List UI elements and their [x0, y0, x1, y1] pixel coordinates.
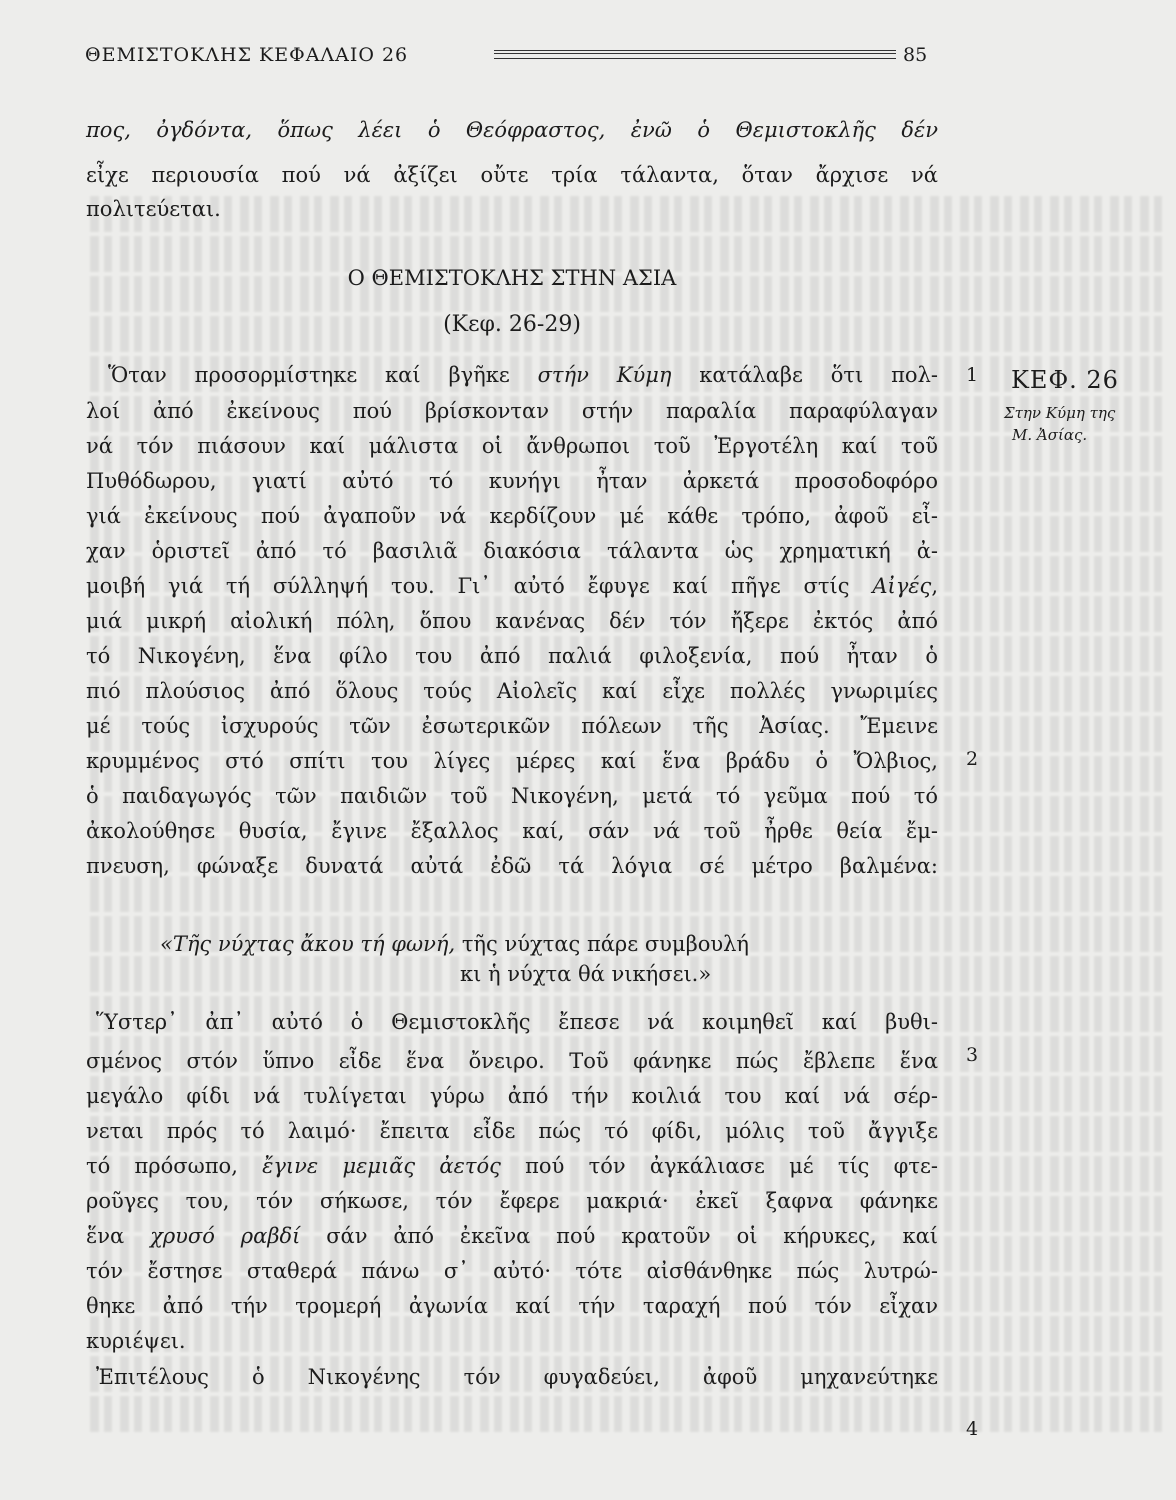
margin-number: 1	[966, 364, 979, 386]
text-line: πνευση, φώναξε δυνατά αὐτά ἐδῶ τά λόγια σέ μέτρο βαλμένα:	[86, 854, 938, 878]
text-line: εἶχε περιουσία πού νά ἀξίζει οὔτε τρία τάλαντα, ὅταν ἄρχισε νά	[86, 163, 938, 187]
text-line: Ὕστερ᾿ ἀπ᾿ αὐτό ὁ Θεμιστοκλῆς ἔπεσε νά κοιμηθεῖ καί βυθι-	[96, 1010, 938, 1034]
text-line: λοί ἀπό ἐκείνους πού βρίσκονταν στήν παραλία παραφύλαγαν	[86, 399, 938, 423]
section-subheading: (Κεφ. 26-29)	[443, 312, 581, 337]
text-line: πολιτεύεται.	[86, 197, 221, 221]
text-line: μιά μικρή αἰολική πόλη, ὅπου κανένας δέν τόν ἤξερε ἐκτός ἀπό	[86, 609, 938, 633]
text-line: τό Νικογένη, ἕνα φίλο του ἀπό παλιά φιλοξενία, πού ἦταν ὁ	[86, 644, 938, 668]
text-line: σμένος στόν ὕπνο εἶδε ἕνα ὄνειρο. Τοῦ φάνηκε πώς ἔβλεπε ἕνα	[86, 1049, 938, 1073]
header-rule	[494, 50, 896, 59]
text-line: τό πρόσωπο, ἔγινε μεμιᾶς ἀετός πού τόν ἀγκάλιασε μέ τίς φτε-	[86, 1154, 938, 1178]
text-line: θηκε ἀπό τήν τρομερή ἀγωνία καί τήν ταραχή πού τόν εἶχαν	[86, 1294, 938, 1318]
text-line: ἀκολούθησε θυσία, ἔγινε ἔξαλλος καί, σάν νά τοῦ ἦρθε θεία ἔμ-	[86, 819, 938, 843]
text-line: ὁ παιδαγωγός τῶν παιδιῶν τοῦ Νικογένη, μετά τό γεῦμα πού τό	[86, 784, 938, 808]
chapter-title: ΚΕΦ. 26	[1011, 366, 1119, 394]
text-line: γιά ἐκείνους πού ἀγαποῦν νά κερδίζουν μέ κάθε τρόπο, ἀφοῦ εἶ-	[86, 504, 938, 528]
text-line: μοιβή γιά τή σύλληψή του. Γι᾿ αὐτό ἔφυγε καί πῆγε στίς Αἰγές,	[86, 574, 938, 598]
text-line: τόν ἔστησε σταθερά πάνω σ᾿ αὐτό· τότε αἰσθάνθηκε πώς λυτρώ-	[86, 1259, 938, 1283]
margin-number: 3	[966, 1044, 979, 1066]
chapter-note: Μ. Ἀσίας.	[1012, 426, 1088, 444]
text-line: κυριέψει.	[86, 1329, 186, 1353]
text-line: νά τόν πιάσουν καί μάλιστα οἱ ἄνθρωποι τοῦ Ἐργοτέλη καί τοῦ	[86, 434, 938, 458]
intro-line-0: πος, ὀγδόντα, ὅπως λέει ὁ Θεόφραστος, ἐνῶ ὁ Θεμιστοκλῆς δέν	[86, 118, 938, 142]
text-line	[86, 115, 938, 145]
text-line: Ἐπιτέλους ὁ Νικογένης τόν φυγαδεύει, ἀφοῦ μηχανεύτηκε	[96, 1365, 938, 1389]
text-line: ροῦγες του, τόν σήκωσε, τόν ἔφερε μακριά· ἐκεῖ ξαφνα φάνηκε	[86, 1189, 938, 1213]
text-line: Πυθόδωρου, γιατί αὐτό τό κυνήγι ἦταν ἀρκετά προσοδοφόρο	[86, 469, 938, 493]
text-line: ἕνα χρυσό ραβδί σάν ἀπό ἐκεῖνα πού κρατοῦν οἱ κήρυκες, καί	[86, 1224, 938, 1248]
chapter-note: Στην Κύμη της	[1004, 404, 1116, 422]
text-line: πιό πλούσιος ἀπό ὅλους τούς Αἰολεῖς καί εἶχε πολλές γνωριμίες	[86, 679, 938, 703]
margin-number: 2	[966, 748, 979, 770]
running-title: ΘΕΜΙΣΤΟΚΛΗΣ ΚΕΦΑΛΑΙΟ 26	[85, 44, 409, 66]
verse-line-1: «Τῆς νύχτας ἄκου τή φωνή, τῆς νύχτας πάρε συμβουλή	[160, 932, 750, 956]
page-number: 85	[903, 44, 928, 66]
section-heading: Ο ΘΕΜΙΣΤΟΚΛΗΣ ΣΤΗΝ ΑΣΙΑ	[347, 266, 677, 290]
text-line: κρυμμένος στό σπίτι του λίγες μέρες καί ἕνα βράδυ ὁ Ὄλβιος,	[86, 749, 938, 773]
margin-number: 4	[966, 1418, 979, 1440]
text-line: Ὅταν προσορμίστηκε καί βγῆκε στήν Κύμη κατάλαβε ὅτι πολ-	[108, 363, 938, 387]
verse-line-2: κι ἡ νύχτα θά νικήσει.»	[460, 962, 712, 986]
text-line: μέ τούς ἰσχυρούς τῶν ἐσωτερικῶν πόλεων τῆς Ἀσίας. Ἔμεινε	[86, 714, 938, 738]
text-line: νεται πρός τό λαιμό· ἔπειτα εἶδε πώς τό φίδι, μόλις τοῦ ἄγγιξε	[86, 1119, 938, 1143]
text-line: μεγάλο φίδι νά τυλίγεται γύρω ἀπό τήν κοιλιά του καί νά σέρ-	[86, 1084, 938, 1108]
text-line: χαν ὁριστεῖ ἀπό τό βασιλιᾶ διακόσια τάλαντα ὡς χρηματική ἀ-	[86, 539, 938, 563]
